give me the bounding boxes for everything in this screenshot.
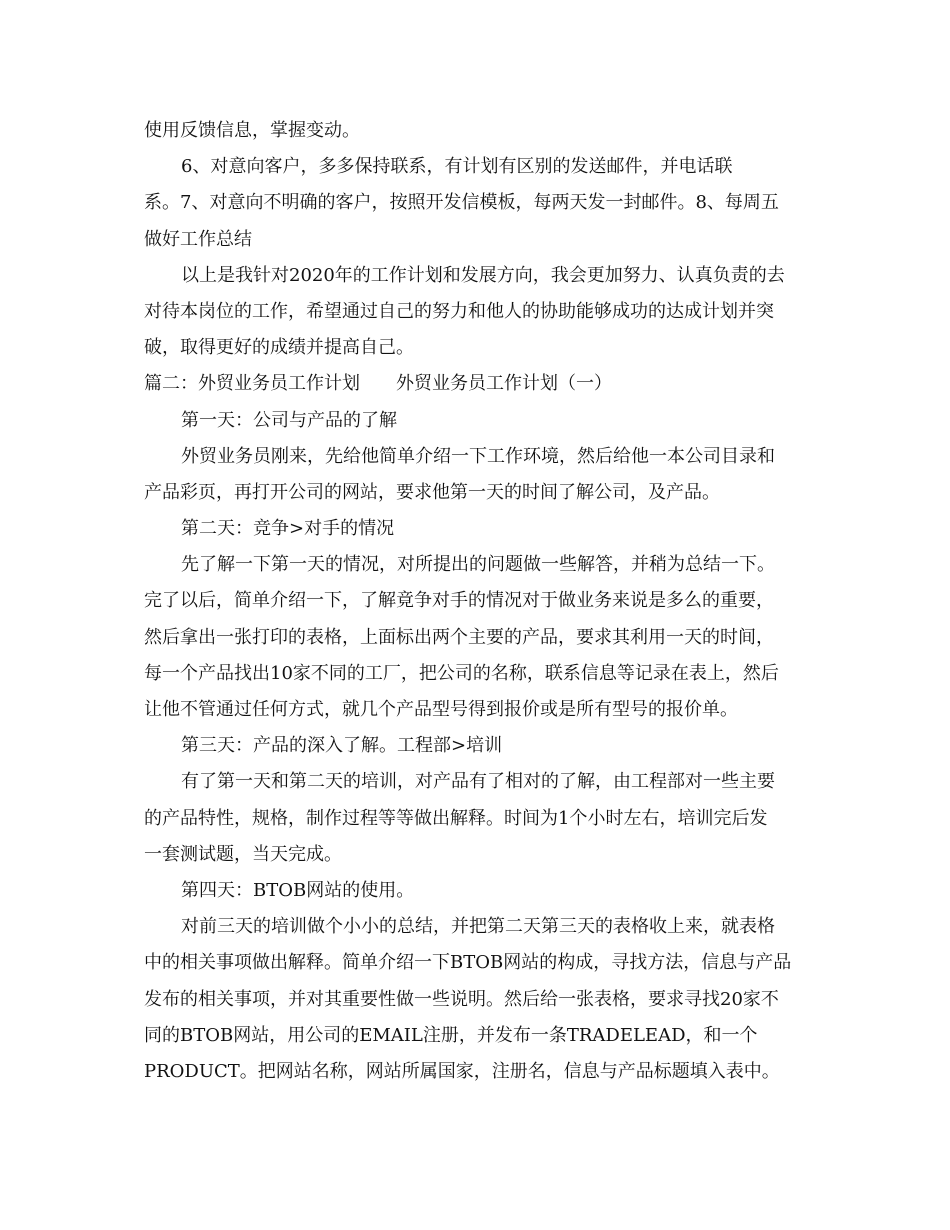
text-line: 先了解一下第一天的情况，对所提出的问题做一些解答，并稍为总结一下。 — [181, 554, 775, 576]
text-line: 外贸业务员刚来，先给他简单介绍一下工作环境，然后给他一本公司目录和 — [181, 445, 775, 467]
text-line: 对待本岗位的工作，希望通过自己的努力和他人的协助能够成功的达成计划并突 — [144, 300, 774, 322]
day-heading: 第四天：BTOB网站的使用。 — [181, 879, 415, 901]
section-heading: 篇二：外贸业务员工作计划 外贸业务员工作计划（一） — [144, 373, 612, 395]
text-line: 产品彩页，再打开公司的网站，要求他第一天的时间了解公司，及产品。 — [144, 481, 720, 503]
text-line: 完了以后，简单介绍一下，了解竟争对手的情况对于做业务来说是多么的重要， — [144, 590, 774, 612]
text-line: 对前三天的培训做个小小的总结，并把第二天第三天的表格收上来，就表格 — [181, 916, 775, 938]
text-line: 系。7、对意向不明确的客户，按照开发信模板，每两天发一封邮件。8、每周五 — [144, 192, 779, 214]
text-line: 破，取得更好的成绩并提高自己。 — [144, 337, 414, 359]
text-line: 一套测试题，当天完成。 — [144, 843, 342, 865]
day-heading: 第二天：竞争>对手的情况 — [181, 518, 395, 540]
day-heading: 第三天：产品的深入了解。工程部>培训 — [181, 735, 503, 757]
text-line: 同的BTOB网站，用公司的EMAIL注册，并发布一条TRADELEAD，和一个 — [144, 1024, 758, 1046]
document-body — [144, 113, 808, 1090]
text-line: 让他不管通过任何方式，就几个产品型号得到报价或是所有型号的报价单。 — [144, 699, 738, 720]
text-line: 发布的相关事项，并对其重要性做一些说明。然后给一张表格，要求寻找20家不 — [144, 988, 779, 1010]
text-line: 每一个产品找出10家不同的工厂，把公司的名称，联系信息等记录在表上，然后 — [144, 662, 779, 684]
text-line: 6、对意向客户，多多保持联系，有计划有区别的发送邮件，并电话联 — [181, 156, 733, 178]
text-line: 以上是我针对2020年的工作计划和发展方向，我会更加努力、认真负责的去 — [181, 264, 785, 286]
text-line: 使用反馈信息，掌握变动。 — [144, 120, 360, 141]
text-line: 的产品特性，规格，制作过程等等做出解释。时间为1个小时左右，培训完后发 — [144, 807, 768, 829]
text-line: 有了第一天和第二天的培训，对产品有了相对的了解，由工程部对一些主要 — [181, 771, 775, 793]
text-line: PRODUCT。把网站名称，网站所属国家，注册名，信息与产品标题填入表中。 — [144, 1060, 780, 1082]
text-line: 中的相关事项做出解释。简单介绍一下BTOB网站的构成，寻找方法，信息与产品 — [144, 952, 792, 974]
text-line: 做好工作总结 — [144, 228, 252, 250]
day-heading: 第一天：公司与产品的了解 — [181, 409, 397, 431]
text-line: 然后拿出一张打印的表格，上面标出两个主要的产品，要求其利用一天的时间， — [144, 626, 774, 648]
